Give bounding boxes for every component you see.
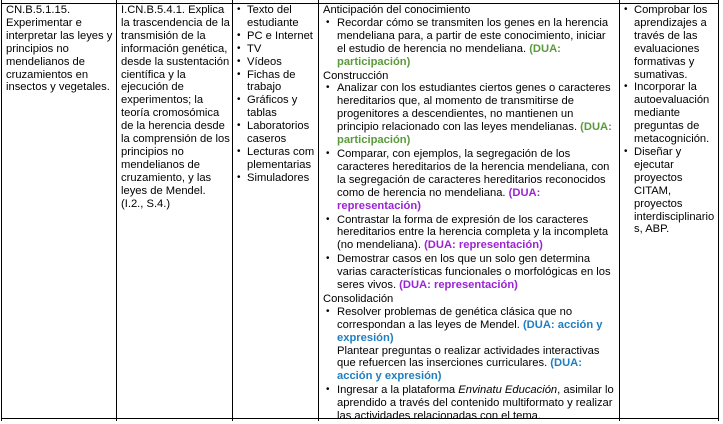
construccion-list (323, 82, 617, 292)
dua-tag: (DUA: representación) (399, 279, 518, 292)
activity-item (323, 253, 617, 292)
activity-item (323, 214, 617, 253)
activity-text: Analizar con los estudiantes ciertos genes o caracteres hereditarios que, al momento de transmitirse de progenitores a descendientes, no mantienen un principio relacionado con las leyes mendelianas. (337, 82, 611, 134)
destreza-cell (6, 4, 114, 94)
recursos-cell (236, 4, 316, 185)
activity-item (323, 82, 617, 147)
evaluacion-item: • Comprobar los aprendizajes a través de las evaluaciones formativas y sumativas. (623, 4, 717, 81)
activity-text: Recordar cómo se transmiten los genes en la herencia mendeliana para, a partir de este conocimiento, iniciar el estudio de herencia no mendeliana. (337, 16, 609, 55)
dua-tag: (DUA: participación) (337, 121, 612, 147)
platform-name: Envinatu Educación (458, 384, 558, 397)
recurso-item: • TV (236, 43, 316, 56)
recurso-item: • Fichas de trabajo (236, 69, 316, 95)
dua-tag: (DUA: participación) (337, 42, 561, 68)
table-border-right (718, 0, 719, 421)
activity-text: Resolver problemas de genética clásica que no correspondan a las leyes de Mendel. (337, 305, 573, 331)
recurso-item: • PC e Internet (236, 30, 316, 43)
recurso-item: • Gráficos y tablas (236, 94, 316, 120)
activity-text: Contrastar la forma de expresión de los caracteres hereditarios entre la herencia completa y la incompleta (no mendeliana). (337, 213, 609, 252)
phase-title-construccion: Construcción (323, 69, 389, 82)
column-divider (232, 0, 233, 421)
evaluacion-cell (623, 4, 717, 236)
column-divider (318, 0, 319, 421)
column-divider (116, 0, 117, 421)
activity-text: Plantear preguntas o realizar actividades interactivas que refuercen las inserciones curriculares. (337, 344, 600, 370)
recurso-item: • Simuladores (236, 172, 316, 185)
phase-title-consolidacion: Consolidación (323, 292, 394, 305)
activity-text: Comparar, con ejemplos, la segregación de los caracteres hereditarios de la herencia mendeliana, con la segregación de caracteres hereditarios reconocidos como de herencia no mendeliana. (337, 147, 610, 199)
evaluacion-list (623, 4, 717, 236)
table-border-left (1, 0, 2, 421)
activity-text: , asimilar lo aprendido a través del contenido multiformato y realizar las actividades relacionadas con el tema. (337, 384, 614, 423)
recurso-item: • Texto del estudiante (236, 4, 316, 30)
recurso-item: • Lecturas complementarias (236, 146, 316, 172)
consolidacion-list (323, 306, 617, 345)
activity-item (323, 17, 617, 69)
recursos-list (236, 4, 316, 185)
anticipacion-list (323, 17, 617, 69)
recurso-item: • Laboratorios caseros (236, 120, 316, 146)
activity-text: Ingresar a la plataforma (337, 384, 459, 397)
dua-tag: (DUA: acción y expresión) (337, 318, 603, 344)
indicador-text: I.CN.B.5.4.1. Explica la trascendencia de la transmisión de la información genética, desde la sustentación científica y la ejecución de experimentos; la teoría cromosómica de la herencia desde la comprensión de los principios no mendelianos de cruzamiento, y las leyes de Mendel. (I.2., S.4.) (121, 4, 230, 210)
indicador-cell (121, 4, 231, 211)
recurso-item: • Vídeos (236, 56, 316, 69)
destreza-text: CN.B.5.1.15. Experimentar e interpretar las leyes y principios no mendelianos de cruzamientos en insectos y vegetales. (6, 4, 113, 94)
column-divider (619, 0, 620, 421)
phase-title-anticipacion: Anticipación del conocimiento (323, 4, 471, 16)
activity-text: Demostrar casos en los que un solo gen determina varias características funcionales o morfológicas en los seres vivos. (337, 253, 611, 292)
consolidacion-list-cont (323, 384, 617, 423)
dua-tag: (DUA: acción y expresión) (337, 357, 582, 383)
activity-item (323, 148, 617, 213)
actividades-cell (323, 4, 617, 424)
dua-tag: (DUA: representación) (424, 239, 543, 252)
activity-item (323, 384, 617, 423)
activity-item-unbulleted (323, 345, 617, 384)
dua-tag: (DUA: representación) (337, 186, 541, 212)
evaluacion-item: • Incorporar la autoevaluación mediante preguntas de metacognición. (623, 81, 717, 146)
evaluacion-item: • Diseñar y ejecutar proyectos CITAM, proyectos interdisciplinarios, ABP. (623, 146, 717, 236)
activity-item (323, 306, 617, 345)
